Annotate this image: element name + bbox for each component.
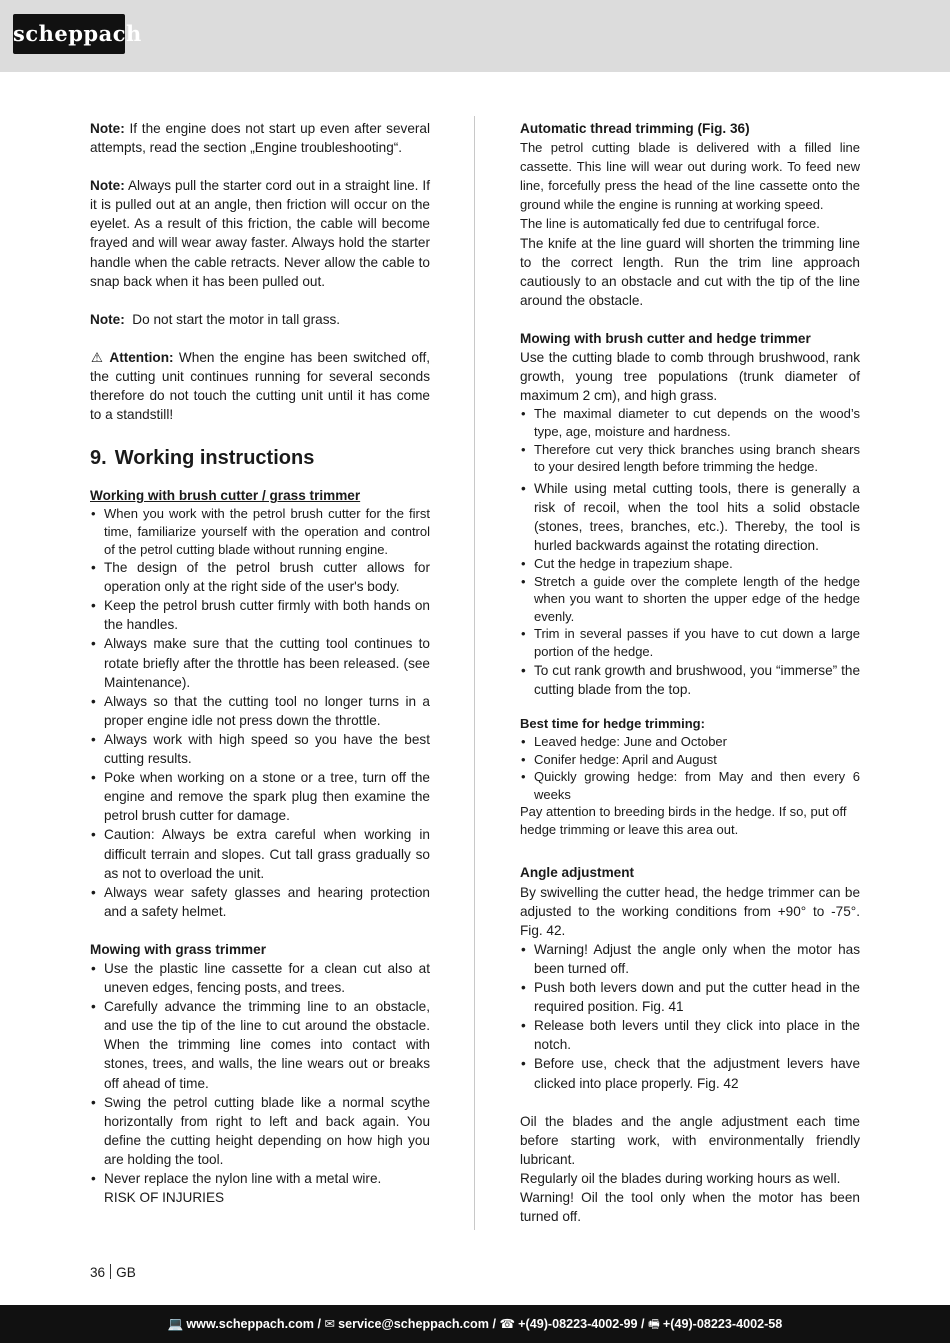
page-number: 36 GB xyxy=(90,1265,136,1280)
best-time-text: Pay attention to breeding birds in the hedge. If so, put off hedge trimming or leave this area out. xyxy=(520,804,847,837)
list-item: • Always make sure that the cutting tool continues to rotate briefly after the throttle has been released. (see Maintenance). xyxy=(90,634,430,691)
auto-text-1: The petrol cutting blade is delivered with a filled line cassette. This line will wear out during work. To feed new line, forcefully press the head of the line cassette onto the ground while the engine is running at working speed. xyxy=(520,140,860,213)
section-heading: 9. Working instructions xyxy=(90,447,315,470)
list-item: • Stretch a guide over the complete length of the hedge when you want to shorten the upper edge of the hedge evenly. xyxy=(520,573,860,626)
subheading-mowing-brush-hedge: Mowing with brush cutter and hedge trimmer xyxy=(520,330,811,346)
list-item: • Before use, check that the adjustment levers have clicked into place properly. Fig. 42 xyxy=(520,1054,860,1092)
list-item: • Keep the petrol brush cutter firmly with both hands on the handles. xyxy=(90,596,430,634)
list-item: • To cut rank growth and brushwood, you “immerse” the cutting blade from the top. xyxy=(520,661,860,699)
auto-text-2: The line is automatically fed due to centrifugal force. xyxy=(520,216,820,232)
list-item: • Swing the petrol cutting blade like a normal scythe horizontally from right to left and back again. You define the cutting height depending on how high you are holding the tool. xyxy=(90,1093,430,1169)
footer-phone: +(49)-08223-4002-99 / xyxy=(518,1317,645,1331)
list-item: • Push both levers down and put the cutter head in the required position. Fig. 41 xyxy=(520,978,860,1016)
mow-list-d xyxy=(520,661,860,699)
oil-text-2: Regularly oil the blades during working hours as well. xyxy=(520,1170,841,1186)
list-item: • Always wear safety glasses and hearing protection and a safety helmet. xyxy=(90,883,430,921)
auto-text-3: The knife at the line guard will shorten the trimming line to the correct length. Run the trim line approach cautiously to an obstacle and cut with the tip of the line around the obstacle. xyxy=(520,235,860,308)
subheading-grass-trimmer: Mowing with grass trimmer xyxy=(90,941,266,957)
list-item: • Trim in several passes if you have to cut down a large portion of the hedge. xyxy=(520,625,860,660)
list-item: • Warning! Adjust the angle only when the motor has been turned off. xyxy=(520,940,860,978)
list-item: • Leaved hedge: June and October xyxy=(520,733,860,751)
subheading-automatic-thread: Automatic thread trimming (Fig. 36) xyxy=(520,121,750,136)
list-item: • Conifer hedge: April and August xyxy=(520,751,860,769)
list-item: • Therefore cut very thick branches using branch shears to your desired length before trimming the hedge. xyxy=(520,441,860,476)
subheading-angle-adjustment: Angle adjustment xyxy=(520,865,635,881)
note-tall-grass: Note: Do not start the motor in tall grass. xyxy=(90,311,341,327)
list-item: • Use the plastic line cassette for a clean cut also at uneven edges, fencing posts, and trees. xyxy=(90,959,430,997)
fax-icon: 🖷 xyxy=(648,1317,660,1331)
mow-text: Use the cutting blade to comb through brushwood, rank growth, young tree populations (trunk diameter of maximum 2 cm), and high grass. xyxy=(520,350,860,404)
list-item: • The design of the petrol brush cutter allows for operation only at the right side of the user's body. xyxy=(90,558,430,596)
left-column xyxy=(90,119,430,1207)
list-item: • Carefully advance the trimming line to an obstacle, and use the tip of the line to cut around the obstacle. When the trimming line comes into contact with stones, trees, and walls, the line wears out or breaks off ahead of time. xyxy=(90,997,430,1092)
footer-email: service@scheppach.com / xyxy=(338,1317,496,1331)
mow-list-b xyxy=(520,479,860,555)
list-item: • Release both levers until they click into place in the notch. xyxy=(520,1016,860,1054)
list-item: • Always so that the cutting tool no longer turns in a proper engine idle not press down the throttle. xyxy=(90,692,430,730)
note-starter-cord: Note: Always pull the starter cord out in a straight line. If it is pulled out at an angle, then friction will occur on the eyelet. As a result of this friction, the cable will become frayed and will wear away faster. Always hold the starter handle when the cable retracts. Never allow the cable to snap back when it has been pulled out. xyxy=(90,178,430,289)
list-item: • Never replace the nylon line with a metal wire. xyxy=(90,1169,430,1188)
angle-text: By swivelling the cutter head, the hedge trimmer can be adjusted to the working conditions from +90° to -75°. Fig. 42. xyxy=(520,884,860,938)
right-column xyxy=(520,119,860,1226)
list-item: • Always work with high speed so you have the best cutting results. xyxy=(90,730,430,768)
note-engine-start: Note: If the engine does not start up even after several attempts, read the section „Engine troubleshooting“. xyxy=(90,121,430,156)
list-item: • While using metal cutting tools, there is generally a risk of recoil, when the tool hits a solid obstacle (stones, trees, branches, etc.). Thereby, the tool is hurled backwards against the rotating direction. xyxy=(520,479,860,555)
warning-triangle-icon: ⚠ xyxy=(90,349,104,365)
mow-list-a xyxy=(520,405,860,475)
angle-list xyxy=(520,940,860,1093)
computer-icon: 💻 xyxy=(167,1317,184,1331)
footer-fax: +(49)-08223-4002-58 xyxy=(662,1317,783,1331)
list-item: • When you work with the petrol brush cutter for the first time, familiarize yourself with the operation and control of the petrol cutting blade without running engine. xyxy=(90,505,430,558)
attention-note: ⚠ Attention: When the engine has been switched off, the cutting unit continues running for several seconds therefore do not touch the cutting unit until it has come to a standstill! xyxy=(90,349,431,423)
phone-icon: ☎ xyxy=(499,1317,516,1331)
list-item: • Quickly growing hedge: from May and then every 6 weeks xyxy=(520,768,860,803)
list-item: • The maximal diameter to cut depends on the wood’s type, age, moisture and hardness. xyxy=(520,405,860,440)
footer-web: www.scheppach.com / xyxy=(186,1317,321,1331)
best-time-list xyxy=(520,733,860,803)
risk-of-injuries: RISK OF INJURIES xyxy=(104,1190,225,1206)
page-header xyxy=(0,0,950,72)
oil-text-3: Warning! Oil the tool only when the motor has been turned off. xyxy=(520,1189,860,1225)
oil-text-1: Oil the blades and the angle adjustment each time before starting work, with environmentally friendly lubricant. xyxy=(520,1113,860,1167)
grass-trimmer-list xyxy=(90,959,430,1188)
list-item: • Poke when working on a stone or a tree, turn off the engine and remove the spark plug then examine the petrol brush cutter for damage. xyxy=(90,768,430,825)
email-icon: ✉ xyxy=(324,1317,336,1331)
scheppach-logo: scheppach xyxy=(13,14,125,54)
page-footer xyxy=(0,1305,950,1343)
mow-list-c xyxy=(520,555,860,661)
column-divider xyxy=(474,116,475,1230)
list-item: • Caution: Always be extra careful when working in difficult terrain and slopes. Cut tall grass gradually so as not to overload the unit. xyxy=(90,825,430,882)
subheading-brush-cutter: Working with brush cutter / grass trimmer xyxy=(90,488,361,504)
brush-cutter-list xyxy=(90,505,430,921)
list-item: • Cut the hedge in trapezium shape. xyxy=(520,555,860,573)
subheading-best-time: Best time for hedge trimming: xyxy=(520,715,705,731)
